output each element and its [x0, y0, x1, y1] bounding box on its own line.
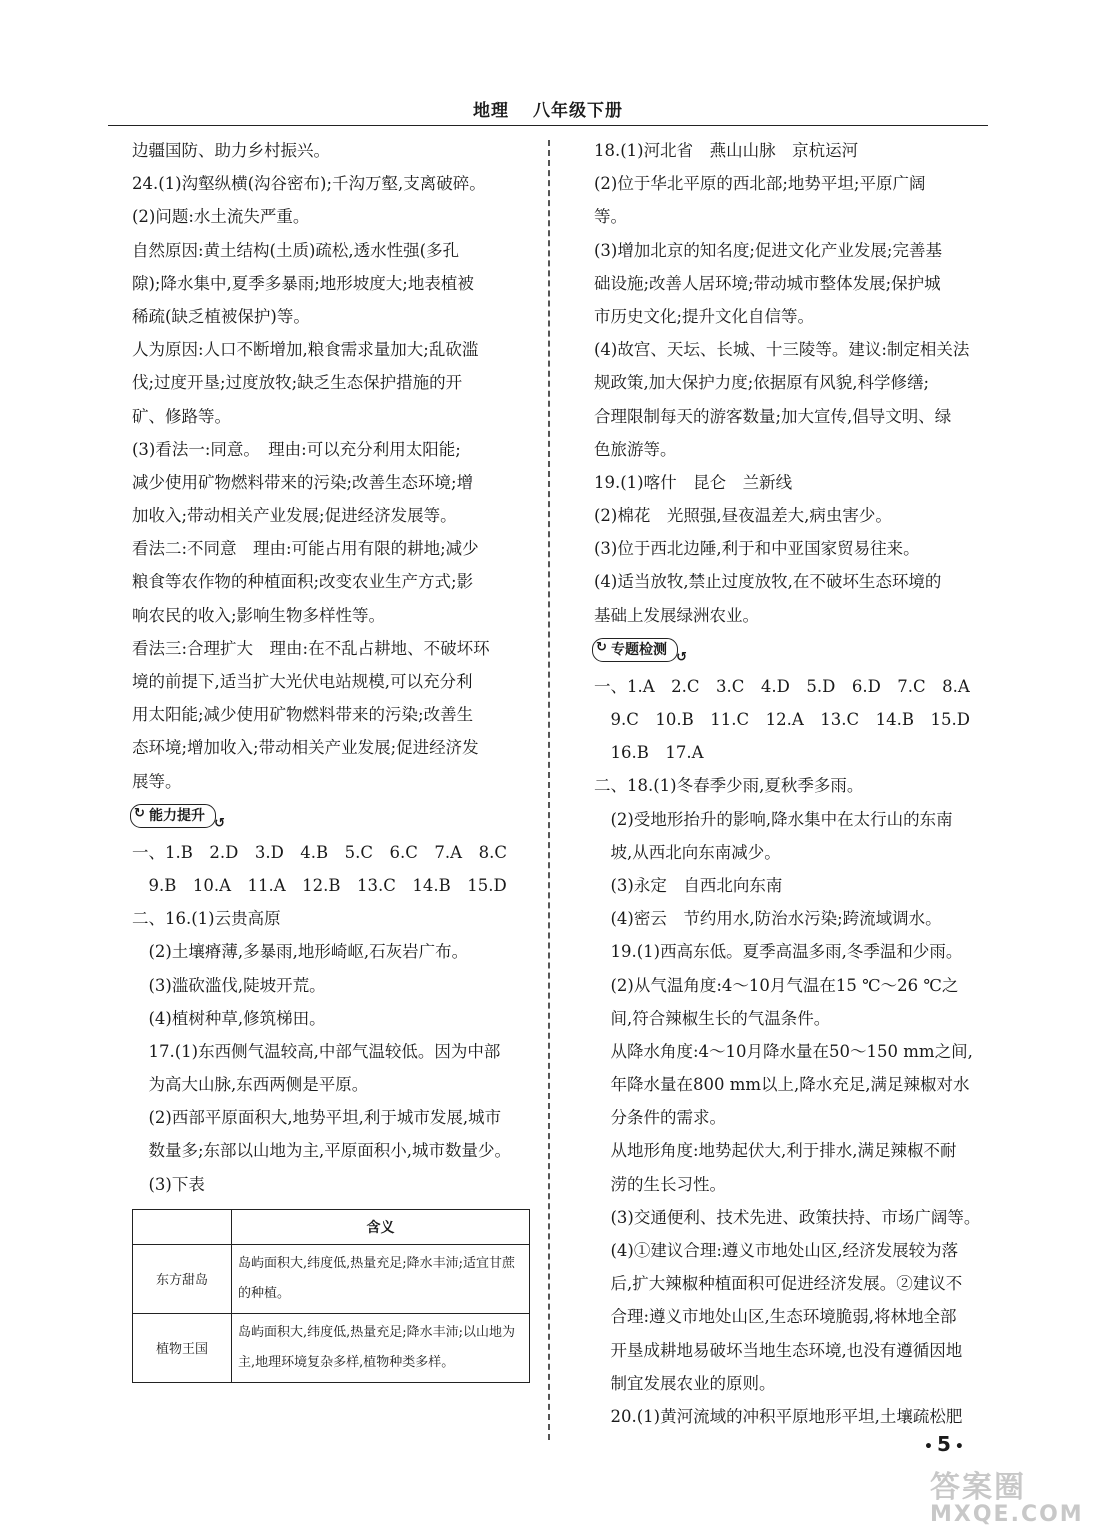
answer-line: 加收入;带动相关产业发展;促进经济发展等。: [132, 506, 457, 526]
left-answer-block-1: [132, 134, 528, 798]
answer-line: 后,扩大辣椒种植面积可促进经济发展。②建议不: [594, 1274, 963, 1294]
table-row-label: 植物王国: [133, 1313, 232, 1382]
answer-line: 响农民的收入;影响生物多样性等。: [132, 605, 386, 625]
answer-line: 合理限制每天的游客数量;加大宣传,倡导文明、绿: [594, 406, 952, 426]
answer-line: 用太阳能;减少使用矿物燃料带来的污染;改善生: [132, 705, 474, 725]
answer-line: 24.(1)沟壑纵横(沟谷密布);千沟万壑,支离破碎。: [132, 174, 486, 194]
answer-line: 从降水角度:4～10月降水量在50～150 mm之间,: [594, 1041, 973, 1061]
answer-line: 基础上发展绿洲农业。: [594, 605, 759, 625]
answer-line: 一、1.A 2.C 3.C 4.D 5.D 6.D 7.C 8.A: [594, 676, 970, 696]
answer-line: (4)密云 节约用水,防治水污染;跨流域调水。: [594, 909, 942, 929]
watermark-bottom-text: MXQE.COM: [930, 1502, 1084, 1527]
answer-line: 市历史文化;提升文化自信等。: [594, 306, 815, 326]
answer-line: 减少使用矿物燃料带来的污染;改善生态环境;增: [132, 472, 474, 492]
answer-line: (3)增加北京的知名度;促进文化产业发展;完善基: [594, 240, 942, 260]
answer-line: (4)适当放牧,禁止过度放牧,在不破坏生态环境的: [594, 572, 942, 592]
column-divider: [548, 140, 550, 1440]
answer-line: 年降水量在800 mm以上,降水充足,满足辣椒对水: [594, 1075, 970, 1095]
answer-line: 为高大山脉,东西两侧是平原。: [132, 1075, 369, 1095]
answer-line: 合理:遵义市地处山区,生态环境脆弱,将林地全部: [594, 1307, 957, 1327]
answer-line: 开垦成耕地易破坏当地生态环境,也没有遵循因地: [594, 1340, 963, 1360]
right-answer-block-2: [594, 670, 992, 1433]
answer-line: 数量多;东部以山地为主,平原面积小,城市数量少。: [132, 1141, 512, 1161]
answer-line: (2)棉花 光照强,昼夜温差大,病虫害少。: [594, 506, 892, 526]
answer-line: 伐;过度开垦;过度放牧;缺乏生态保护措施的开: [132, 373, 463, 393]
answer-line: 16.B 17.A: [594, 743, 704, 763]
answer-line: 间,符合辣椒生长的气温条件。: [594, 1008, 831, 1028]
answer-line: (3)滥砍滥伐,陡坡开荒。: [132, 975, 326, 995]
header-subject: 地理: [473, 101, 509, 121]
answer-line: 一、1.B 2.D 3.D 4.B 5.C 6.C 7.A 8.C: [132, 842, 507, 862]
answer-line: (2)受地形抬升的影响,降水集中在太行山的东南: [594, 809, 953, 829]
answer-line: 人为原因:人口不断增加,粮食需求量加大;乱砍滥: [132, 340, 479, 360]
answer-line: 二、18.(1)冬春季少雨,夏秋季多雨。: [594, 776, 864, 796]
page-number-value: 5: [936, 1432, 951, 1456]
answer-line: (2)从气温角度:4～10月气温在15 ℃～26 ℃之: [594, 975, 959, 995]
answer-line: (4)植树种草,修筑梯田。: [132, 1008, 326, 1028]
answer-line: 17.(1)东西侧气温较高,中部气温较低。因为中部: [132, 1041, 501, 1061]
answer-line: 18.(1)河北省 燕山山脉 京杭运河: [594, 141, 859, 160]
answer-line: (4)故宫、天坛、长城、十三陵等。建议:制定相关法: [594, 340, 970, 360]
answer-line: 边疆国防、助力乡村振兴。: [132, 141, 330, 160]
answer-line: 制宜发展农业的原则。: [594, 1373, 776, 1393]
table-header-cell: [133, 1209, 232, 1244]
answer-line: (2)问题:水土流失严重。: [132, 207, 310, 227]
answer-line: (3)永定 自西北向东南: [594, 875, 783, 895]
table-header-cell: 含义: [232, 1209, 530, 1244]
section-tag-label: ↻ 专题检测 ↺: [592, 638, 678, 662]
answer-line: 19.(1)喀什 昆仑 兰新线: [594, 472, 793, 492]
answer-line: (3)看法一:同意。 理由:可以充分利用太阳能;: [132, 439, 461, 459]
table-row-label: 东方甜岛: [133, 1244, 232, 1313]
answer-line: 涝的生长习性。: [594, 1174, 726, 1194]
answer-line: (2)位于华北平原的西北部;地势平坦;平原广阔: [594, 174, 926, 194]
answer-line: (2)西部平原面积大,地势平坦,利于城市发展,城市: [132, 1108, 502, 1128]
answer-line: 20.(1)黄河流域的冲积平原地形平坦,土壤疏松肥: [594, 1406, 963, 1426]
section-tag-test: [594, 632, 992, 670]
answer-line: (3)交通便利、技术先进、政策扶持、市场广阔等。: [594, 1207, 981, 1227]
section-tag-label: ↻ 能力提升 ↺: [130, 804, 216, 828]
answer-line: 二、16.(1)云贵高原: [132, 909, 281, 929]
answer-line: 自然原因:黄土结构(土质)疏松,透水性强(多孔: [132, 240, 460, 260]
right-column: [594, 134, 992, 1433]
table-row-text: 岛屿面积大,纬度低,热量充足;降水丰沛;以山地为主,地理环境复杂多样,植物种类多样。: [232, 1313, 530, 1382]
left-column: [132, 134, 528, 1383]
table-header-row: [133, 1209, 530, 1244]
answer-line: 从地形角度:地势起伏大,利于排水,满足辣椒不耐: [594, 1141, 957, 1161]
answer-line: 色旅游等。: [594, 439, 677, 459]
answer-line: 看法二:不同意 理由:可能占用有限的耕地;减少: [132, 539, 479, 559]
answer-line: 境的前提下,适当扩大光伏电站规模,可以充分利: [132, 672, 473, 691]
header-grade: 八年级下册: [533, 101, 623, 121]
watermark-top-text: 答案圈: [930, 1470, 1026, 1505]
page-header: [0, 96, 1096, 121]
answer-line: 粮食等农作物的种植面积;改变农业生产方式;影: [132, 572, 474, 592]
answer-line: 9.B 10.A 11.A 12.B 13.C 14.B 15.D: [132, 875, 507, 895]
section-tag-ability: [132, 798, 528, 836]
table-row: [133, 1313, 530, 1382]
answer-line: 19.(1)西高东低。夏季高温多雨,冬季温和少雨。: [594, 942, 963, 962]
answer-line: 稀疏(缺乏植被保护)等。: [132, 306, 310, 326]
answer-line: 看法三:合理扩大 理由:在不乱占耕地、不破坏环: [132, 638, 490, 658]
answer-line: 隙);降水集中,夏季多暴雨;地形坡度大;地表植被: [132, 273, 474, 293]
answer-line: 分条件的需求。: [594, 1108, 726, 1128]
watermark-logo: [930, 1462, 1090, 1536]
right-answer-block-1: [594, 134, 992, 632]
answer-table: [132, 1209, 530, 1383]
answer-line: 9.C 10.B 11.C 12.A 13.C 14.B 15.D: [594, 710, 970, 729]
answer-line: 态环境;增加收入;带动相关产业发展;促进经济发: [132, 738, 479, 758]
answer-line: (4)①建议合理:遵义市地处山区,经济发展较为落: [594, 1241, 959, 1260]
answer-line: (3)下表: [132, 1174, 205, 1194]
answer-line: 等。: [594, 207, 627, 227]
answer-line: (2)土壤瘠薄,多暴雨,地形崎岖,石灰岩广布。: [132, 942, 469, 962]
left-answer-block-2: [132, 836, 528, 1201]
answer-line: 展等。: [132, 771, 182, 791]
answer-line: 矿、修路等。: [132, 406, 231, 426]
table-row: [133, 1244, 530, 1313]
answer-line: (3)位于西北边陲,利于和中亚国家贸易往来。: [594, 539, 920, 559]
answer-line: 坡,从西北向东南减少。: [594, 842, 781, 862]
answer-line: 础设施;改善人居环境;带动城市整体发展;保护城: [594, 273, 941, 293]
table-row-text: 岛屿面积大,纬度低,热量充足;降水丰沛;适宜甘蔗的种植。: [232, 1244, 530, 1313]
page-number: • 5 •: [924, 1432, 964, 1456]
answer-line: 规政策,加大保护力度;依据原有风貌,科学修缮;: [594, 373, 930, 393]
header-rule: [108, 125, 988, 126]
